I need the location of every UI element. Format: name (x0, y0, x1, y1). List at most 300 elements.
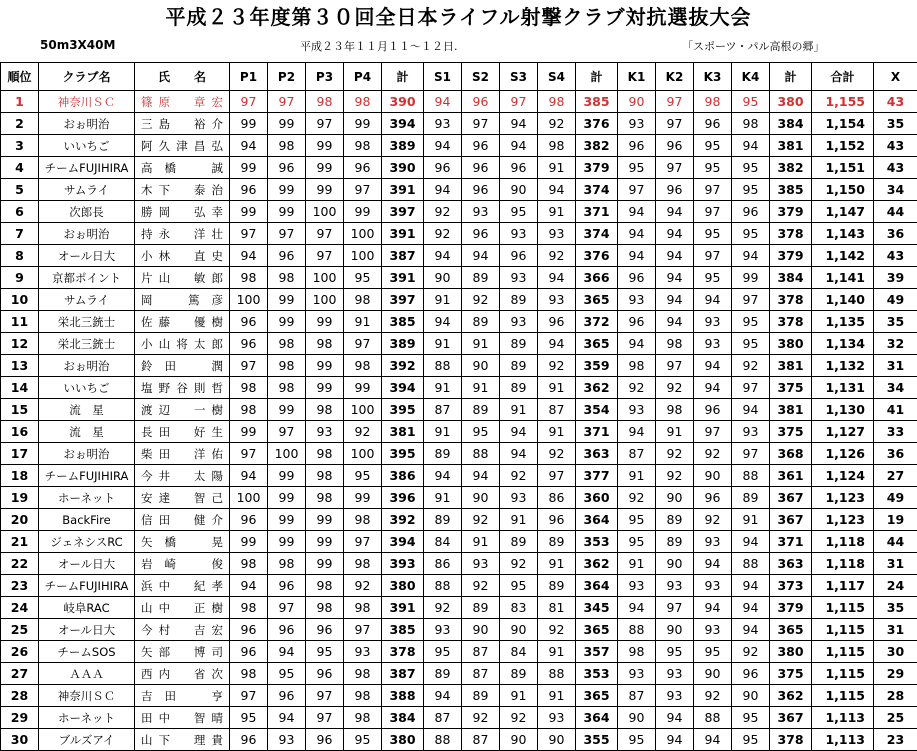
table-row (1, 729, 917, 751)
cell-k4: 97 (732, 289, 770, 311)
cell-p1: 97 (230, 443, 268, 465)
cell-s1: 91 (424, 377, 462, 399)
cell-p2: 93 (268, 729, 306, 751)
cell-x-count: 35 (874, 597, 917, 619)
event-label: 50m3X40M (40, 38, 115, 52)
cell-k4: 96 (732, 201, 770, 223)
cell-club: BackFire (39, 509, 135, 531)
cell-k1: 94 (618, 245, 656, 267)
cell-p-sum: 387 (382, 663, 424, 685)
cell-x-count: 35 (874, 113, 917, 135)
cell-x-count: 23 (874, 729, 917, 751)
cell-k3: 90 (694, 663, 732, 685)
cell-x-count: 34 (874, 377, 917, 399)
cell-club: 神奈川ＳＣ (39, 91, 135, 113)
cell-k2: 89 (656, 531, 694, 553)
header-p3: P3 (306, 63, 344, 91)
cell-name: 山中 正樹 (135, 597, 230, 619)
cell-total: 1,115 (812, 597, 874, 619)
cell-s-sum: 374 (576, 223, 618, 245)
cell-p3: 98 (306, 465, 344, 487)
table-row (1, 553, 917, 575)
cell-x-count: 43 (874, 91, 917, 113)
cell-p4: 100 (344, 399, 382, 421)
cell-k-sum: 367 (770, 509, 812, 531)
header-k1: K1 (618, 63, 656, 91)
cell-k1: 96 (618, 311, 656, 333)
cell-name: 篠原 章宏 (135, 91, 230, 113)
cell-s4: 91 (538, 641, 576, 663)
cell-k2: 91 (656, 421, 694, 443)
cell-s-sum: 364 (576, 509, 618, 531)
cell-k2: 94 (656, 201, 694, 223)
cell-s3: 89 (500, 289, 538, 311)
table-row (1, 509, 917, 531)
cell-k2: 94 (656, 267, 694, 289)
cell-s-sum: 379 (576, 157, 618, 179)
cell-s-sum: 371 (576, 421, 618, 443)
cell-s-sum: 362 (576, 553, 618, 575)
cell-p-sum: 390 (382, 157, 424, 179)
cell-s2: 89 (462, 311, 500, 333)
cell-p3: 98 (306, 487, 344, 509)
cell-name: 小林 直史 (135, 245, 230, 267)
cell-p4: 99 (344, 377, 382, 399)
cell-k3: 97 (694, 179, 732, 201)
cell-k2: 92 (656, 443, 694, 465)
cell-k3: 97 (694, 201, 732, 223)
cell-p3: 100 (306, 267, 344, 289)
cell-x-count: 28 (874, 685, 917, 707)
table-row (1, 597, 917, 619)
cell-club: 岐阜RAC (39, 597, 135, 619)
cell-p3: 96 (306, 729, 344, 751)
cell-club: 次郎長 (39, 201, 135, 223)
table-row (1, 575, 917, 597)
cell-p-sum: 380 (382, 729, 424, 751)
cell-k2: 97 (656, 157, 694, 179)
cell-rank: 3 (1, 135, 39, 157)
cell-k3: 94 (694, 729, 732, 751)
event-date: 平成２３年１１月１１〜１２日. (300, 38, 458, 54)
cell-p-sum: 391 (382, 597, 424, 619)
cell-p1: 100 (230, 487, 268, 509)
cell-s3: 90 (500, 619, 538, 641)
cell-rank: 16 (1, 421, 39, 443)
cell-k-sum: 371 (770, 531, 812, 553)
cell-p4: 98 (344, 135, 382, 157)
cell-k4: 94 (732, 245, 770, 267)
cell-k-sum: 375 (770, 377, 812, 399)
cell-p-sum: 386 (382, 465, 424, 487)
cell-rank: 23 (1, 575, 39, 597)
cell-name: 田中 智晴 (135, 707, 230, 729)
cell-k-sum: 367 (770, 707, 812, 729)
cell-k3: 94 (694, 289, 732, 311)
cell-p-sum: 391 (382, 223, 424, 245)
cell-club: 京都ポイント (39, 267, 135, 289)
cell-s3: 89 (500, 355, 538, 377)
cell-p-sum: 387 (382, 245, 424, 267)
cell-p4: 95 (344, 267, 382, 289)
cell-p1: 98 (230, 663, 268, 685)
cell-s3: 92 (500, 465, 538, 487)
cell-p1: 97 (230, 223, 268, 245)
cell-x-count: 36 (874, 443, 917, 465)
cell-p4: 98 (344, 355, 382, 377)
cell-p1: 97 (230, 355, 268, 377)
cell-k4: 91 (732, 509, 770, 531)
cell-k1: 98 (618, 355, 656, 377)
cell-k4: 95 (732, 91, 770, 113)
cell-name: 鈴田 潤 (135, 355, 230, 377)
cell-k-sum: 379 (770, 201, 812, 223)
cell-k4: 97 (732, 443, 770, 465)
cell-p3: 100 (306, 201, 344, 223)
cell-x-count: 41 (874, 399, 917, 421)
cell-k4: 89 (732, 487, 770, 509)
cell-s3: 91 (500, 399, 538, 421)
cell-k1: 92 (618, 487, 656, 509)
cell-p2: 98 (268, 267, 306, 289)
header-k3: K3 (694, 63, 732, 91)
cell-k3: 95 (694, 157, 732, 179)
cell-s4: 92 (538, 355, 576, 377)
cell-x-count: 25 (874, 707, 917, 729)
cell-p2: 94 (268, 641, 306, 663)
cell-p3: 99 (306, 157, 344, 179)
cell-k3: 98 (694, 91, 732, 113)
cell-rank: 11 (1, 311, 39, 333)
cell-s2: 87 (462, 663, 500, 685)
cell-s2: 94 (462, 465, 500, 487)
cell-k4: 96 (732, 663, 770, 685)
table-row (1, 333, 917, 355)
header-k-sum: 計 (770, 63, 812, 91)
cell-s-sum: 377 (576, 465, 618, 487)
cell-p1: 100 (230, 289, 268, 311)
cell-p4: 98 (344, 663, 382, 685)
cell-k4: 88 (732, 465, 770, 487)
cell-k3: 92 (694, 443, 732, 465)
cell-p4: 98 (344, 91, 382, 113)
cell-p-sum: 392 (382, 355, 424, 377)
cell-p4: 100 (344, 223, 382, 245)
cell-s2: 95 (462, 421, 500, 443)
cell-k-sum: 362 (770, 685, 812, 707)
cell-k4: 98 (732, 113, 770, 135)
table-row (1, 245, 917, 267)
cell-p2: 98 (268, 355, 306, 377)
cell-s-sum: 364 (576, 707, 618, 729)
cell-club: 流 星 (39, 399, 135, 421)
cell-p2: 97 (268, 223, 306, 245)
cell-s4: 91 (538, 201, 576, 223)
cell-p3: 99 (306, 179, 344, 201)
cell-k2: 93 (656, 575, 694, 597)
cell-p3: 97 (306, 685, 344, 707)
table-row (1, 267, 917, 289)
cell-k-sum: 380 (770, 91, 812, 113)
cell-s4: 91 (538, 377, 576, 399)
cell-k4: 94 (732, 597, 770, 619)
cell-k-sum: 378 (770, 223, 812, 245)
cell-k3: 92 (694, 685, 732, 707)
cell-name: 今村 吉宏 (135, 619, 230, 641)
cell-k1: 91 (618, 553, 656, 575)
cell-s2: 92 (462, 509, 500, 531)
cell-k2: 97 (656, 597, 694, 619)
cell-s-sum: 385 (576, 91, 618, 113)
cell-s2: 90 (462, 487, 500, 509)
cell-s4: 97 (538, 465, 576, 487)
cell-k4: 92 (732, 641, 770, 663)
cell-p1: 97 (230, 91, 268, 113)
cell-club: ホーネット (39, 487, 135, 509)
cell-p-sum: 380 (382, 575, 424, 597)
cell-k1: 93 (618, 399, 656, 421)
cell-s1: 84 (424, 531, 462, 553)
cell-p2: 97 (268, 597, 306, 619)
cell-name: 木下 泰治 (135, 179, 230, 201)
cell-s2: 87 (462, 641, 500, 663)
cell-s-sum: 365 (576, 289, 618, 311)
cell-p3: 97 (306, 113, 344, 135)
cell-s2: 91 (462, 531, 500, 553)
cell-k4: 90 (732, 685, 770, 707)
cell-s2: 91 (462, 377, 500, 399)
cell-s2: 94 (462, 245, 500, 267)
cell-k1: 94 (618, 421, 656, 443)
cell-total: 1,126 (812, 443, 874, 465)
cell-s-sum: 345 (576, 597, 618, 619)
header-s-sum: 計 (576, 63, 618, 91)
cell-s4: 93 (538, 289, 576, 311)
cell-p1: 94 (230, 245, 268, 267)
cell-club: サムライ (39, 179, 135, 201)
cell-s3: 90 (500, 729, 538, 751)
cell-p4: 98 (344, 707, 382, 729)
cell-s2: 96 (462, 179, 500, 201)
cell-s4: 89 (538, 575, 576, 597)
cell-s2: 97 (462, 113, 500, 135)
cell-s3: 95 (500, 201, 538, 223)
cell-s-sum: 376 (576, 245, 618, 267)
cell-name: 西内 省次 (135, 663, 230, 685)
cell-p3: 98 (306, 399, 344, 421)
cell-k4: 94 (732, 531, 770, 553)
cell-k3: 96 (694, 113, 732, 135)
cell-p-sum: 396 (382, 487, 424, 509)
cell-club: ブルズアイ (39, 729, 135, 751)
cell-p3: 96 (306, 663, 344, 685)
cell-s3: 91 (500, 509, 538, 531)
cell-total: 1,115 (812, 641, 874, 663)
cell-s-sum: 382 (576, 135, 618, 157)
cell-k1: 97 (618, 179, 656, 201)
cell-rank: 2 (1, 113, 39, 135)
cell-club: おぉ明治 (39, 355, 135, 377)
cell-s1: 94 (424, 685, 462, 707)
cell-x-count: 29 (874, 663, 917, 685)
cell-k4: 95 (732, 223, 770, 245)
cell-s4: 86 (538, 487, 576, 509)
cell-s1: 89 (424, 509, 462, 531)
cell-p-sum: 390 (382, 91, 424, 113)
cell-rank: 15 (1, 399, 39, 421)
cell-k3: 95 (694, 135, 732, 157)
cell-k3: 94 (694, 597, 732, 619)
cell-p1: 98 (230, 399, 268, 421)
cell-p4: 98 (344, 509, 382, 531)
cell-club: いいちご (39, 135, 135, 157)
cell-k4: 95 (732, 157, 770, 179)
table-row (1, 399, 917, 421)
cell-total: 1,135 (812, 311, 874, 333)
cell-p1: 98 (230, 597, 268, 619)
cell-rank: 7 (1, 223, 39, 245)
cell-total: 1,154 (812, 113, 874, 135)
cell-p-sum: 389 (382, 333, 424, 355)
cell-k4: 95 (732, 179, 770, 201)
cell-k3: 93 (694, 575, 732, 597)
cell-rank: 19 (1, 487, 39, 509)
cell-k2: 97 (656, 113, 694, 135)
table-row (1, 223, 917, 245)
table-row (1, 641, 917, 663)
cell-name: 今井 太陽 (135, 465, 230, 487)
cell-p2: 95 (268, 663, 306, 685)
cell-p4: 93 (344, 641, 382, 663)
cell-p3: 96 (306, 619, 344, 641)
cell-p2: 99 (268, 399, 306, 421)
cell-total: 1,115 (812, 663, 874, 685)
cell-p2: 99 (268, 509, 306, 531)
cell-p2: 98 (268, 553, 306, 575)
cell-s-sum: 355 (576, 729, 618, 751)
table-row (1, 289, 917, 311)
cell-s2: 92 (462, 575, 500, 597)
cell-total: 1,132 (812, 355, 874, 377)
cell-name: 渡辺 一樹 (135, 399, 230, 421)
cell-total: 1,113 (812, 707, 874, 729)
cell-s1: 92 (424, 597, 462, 619)
cell-k-sum: 385 (770, 179, 812, 201)
cell-k4: 88 (732, 553, 770, 575)
cell-s2: 96 (462, 157, 500, 179)
table-row (1, 663, 917, 685)
cell-p1: 96 (230, 333, 268, 355)
table-row (1, 91, 917, 113)
cell-s3: 90 (500, 179, 538, 201)
cell-k1: 94 (618, 223, 656, 245)
cell-p1: 96 (230, 619, 268, 641)
cell-rank: 18 (1, 465, 39, 487)
cell-name: 高橋 誠 (135, 157, 230, 179)
cell-s3: 95 (500, 575, 538, 597)
cell-k4: 97 (732, 377, 770, 399)
header-s4: S4 (538, 63, 576, 91)
cell-name: 信田 健介 (135, 509, 230, 531)
cell-club: 神奈川ＳＣ (39, 685, 135, 707)
cell-rank: 1 (1, 91, 39, 113)
cell-club: サムライ (39, 289, 135, 311)
cell-club: おぉ明治 (39, 113, 135, 135)
cell-k1: 92 (618, 377, 656, 399)
cell-name: 長田 好生 (135, 421, 230, 443)
cell-p2: 96 (268, 575, 306, 597)
cell-k-sum: 381 (770, 355, 812, 377)
cell-s3: 93 (500, 223, 538, 245)
cell-p2: 96 (268, 685, 306, 707)
cell-s-sum: 365 (576, 333, 618, 355)
cell-p4: 100 (344, 245, 382, 267)
cell-k1: 91 (618, 465, 656, 487)
cell-p4: 97 (344, 333, 382, 355)
cell-x-count: 49 (874, 289, 917, 311)
table-row (1, 113, 917, 135)
cell-k-sum: 378 (770, 289, 812, 311)
cell-p2: 94 (268, 707, 306, 729)
cell-club: おぉ明治 (39, 223, 135, 245)
cell-p3: 99 (306, 311, 344, 333)
cell-p-sum: 388 (382, 685, 424, 707)
cell-s1: 87 (424, 707, 462, 729)
cell-p2: 99 (268, 289, 306, 311)
cell-name: 吉田 亨 (135, 685, 230, 707)
cell-s2: 96 (462, 135, 500, 157)
cell-s4: 96 (538, 509, 576, 531)
cell-rank: 27 (1, 663, 39, 685)
cell-s2: 89 (462, 399, 500, 421)
cell-p2: 96 (268, 245, 306, 267)
cell-s3: 89 (500, 377, 538, 399)
cell-k4: 94 (732, 619, 770, 641)
cell-total: 1,134 (812, 333, 874, 355)
cell-s-sum: 374 (576, 179, 618, 201)
cell-s2: 90 (462, 355, 500, 377)
cell-total: 1,155 (812, 91, 874, 113)
cell-p-sum: 395 (382, 443, 424, 465)
cell-x-count: 44 (874, 531, 917, 553)
cell-p2: 96 (268, 619, 306, 641)
cell-p-sum: 385 (382, 619, 424, 641)
cell-rank: 25 (1, 619, 39, 641)
cell-k4: 92 (732, 355, 770, 377)
cell-total: 1,113 (812, 729, 874, 751)
cell-s3: 94 (500, 135, 538, 157)
cell-k2: 90 (656, 619, 694, 641)
cell-k4: 95 (732, 333, 770, 355)
cell-k4: 95 (732, 311, 770, 333)
cell-p4: 96 (344, 157, 382, 179)
cell-k2: 95 (656, 641, 694, 663)
cell-club: いいちご (39, 377, 135, 399)
cell-p-sum: 397 (382, 289, 424, 311)
cell-s1: 93 (424, 619, 462, 641)
cell-s1: 94 (424, 91, 462, 113)
cell-p-sum: 394 (382, 113, 424, 135)
cell-s-sum: 372 (576, 311, 618, 333)
cell-s2: 96 (462, 223, 500, 245)
table-row (1, 487, 917, 509)
cell-rank: 6 (1, 201, 39, 223)
cell-club: チームFUJIHIRA (39, 575, 135, 597)
cell-s4: 94 (538, 179, 576, 201)
cell-k3: 93 (694, 333, 732, 355)
cell-s3: 89 (500, 333, 538, 355)
cell-s1: 88 (424, 355, 462, 377)
